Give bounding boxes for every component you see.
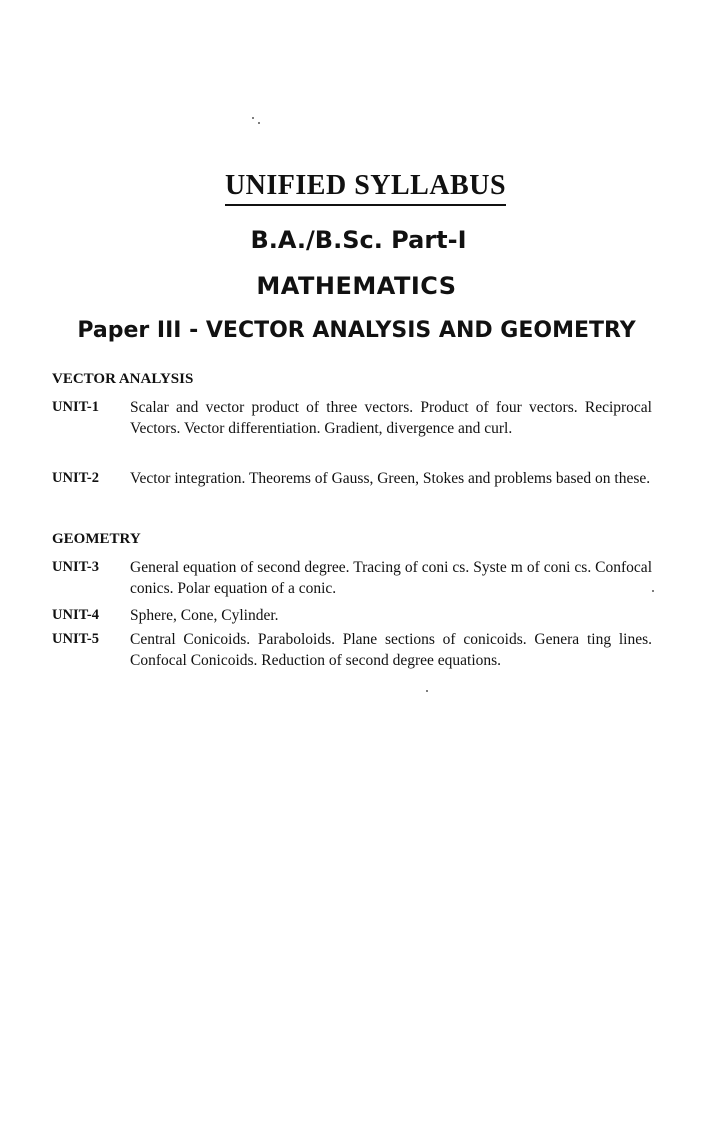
page-title — [0, 170, 713, 206]
scan-speck — [252, 117, 254, 119]
paper-title: Paper III - VECTOR ANALYSIS AND GEOMETRY — [77, 318, 636, 343]
unit-label: UNIT-3 — [52, 559, 100, 575]
unit-1 — [52, 397, 652, 439]
unit-label: UNIT-1 — [52, 399, 100, 415]
unit-description: Sphere, Cone, Cylinder. — [130, 607, 279, 624]
section-heading-vector-analysis: VECTOR ANALYSIS — [52, 371, 194, 387]
scan-speck — [258, 122, 260, 124]
unit-description: Scalar and vector product of three vectors. Product of four vectors. Reciprocal Vectors. Vector differentiation. Gradient, divergence and curl. — [130, 399, 652, 437]
section-heading-geometry: GEOMETRY — [52, 531, 141, 547]
subject-title: MATHEMATICS — [256, 272, 457, 300]
course-title: B.A./B.Sc. Part-I — [250, 226, 467, 254]
scan-speck — [652, 590, 654, 592]
unit-label: UNIT-2 — [52, 470, 100, 486]
main-title-text: UNIFIED SYLLABUS — [225, 170, 506, 206]
scan-speck — [426, 690, 428, 692]
unit-4 — [52, 605, 652, 626]
unit-label: UNIT-5 — [52, 631, 100, 647]
unit-label: UNIT-4 — [52, 607, 100, 623]
unit-2 — [52, 468, 652, 489]
unit-description: Vector integration. Theorems of Gauss, Green, Stokes and problems based on these. — [130, 470, 651, 487]
unit-description: Central Conicoids. Paraboloids. Plane sections of conicoids. Genera ting lines. Confocal Conicoids. Reduction of second degree equations. — [130, 631, 652, 669]
unit-description: General equation of second degree. Tracing of coni cs. Syste m of coni cs. Confocal conics. Polar equation of a conic. — [130, 559, 652, 597]
unit-5 — [52, 629, 652, 671]
unit-3 — [52, 557, 652, 599]
